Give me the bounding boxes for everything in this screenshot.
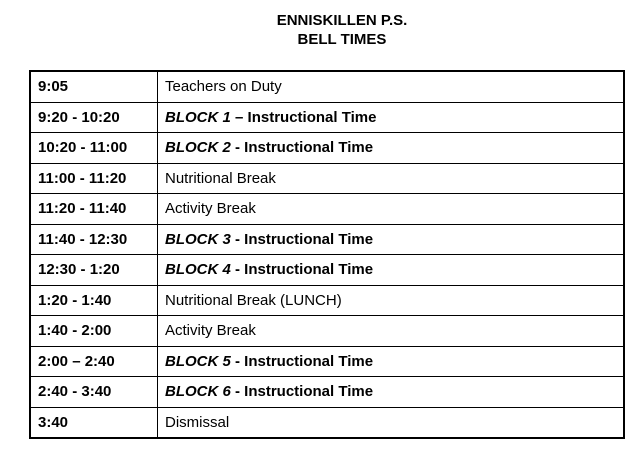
table-row (30, 285, 624, 316)
activity-cell (158, 71, 625, 102)
table-row (30, 346, 624, 377)
block-label: BLOCK 6 (165, 383, 231, 401)
activity-cell (158, 407, 625, 438)
block-label: BLOCK 1 (165, 108, 231, 126)
activity-label: Activity Break (165, 322, 256, 340)
table-row (30, 407, 624, 438)
activity-label: Dismissal (165, 413, 230, 431)
activity-cell (158, 285, 625, 316)
time-cell: 10:20 - 11:00 (30, 133, 158, 164)
time-cell: 1:20 - 1:40 (30, 285, 158, 316)
activity-label: – Instructional Time (230, 108, 377, 126)
table-row (30, 133, 624, 164)
activity-cell (158, 133, 625, 164)
activity-label: - Instructional Time (230, 261, 374, 279)
activity-label: Activity Break (165, 200, 256, 218)
time-cell: 11:00 - 11:20 (30, 163, 158, 194)
table-row (30, 71, 624, 102)
bell-times-table (29, 70, 625, 439)
time-cell: 2:40 - 3:40 (30, 377, 158, 408)
page-title: BELL TIMES (297, 31, 387, 48)
time-cell: 11:20 - 11:40 (30, 194, 158, 225)
school-name: ENNISKILLEN P.S. (276, 12, 408, 29)
time-cell: 2:00 – 2:40 (30, 346, 158, 377)
table-row (30, 316, 624, 347)
activity-cell (158, 255, 625, 286)
time-cell: 9:05 (30, 71, 158, 102)
time-cell: 9:20 - 10:20 (30, 102, 158, 133)
time-cell: 3:40 (30, 407, 158, 438)
activity-label: - Instructional Time (230, 383, 374, 401)
table-row (30, 163, 624, 194)
time-cell: 1:40 - 2:00 (30, 316, 158, 347)
activity-cell (158, 163, 625, 194)
activity-cell (158, 224, 625, 255)
activity-label: - Instructional Time (230, 352, 374, 370)
time-cell: 12:30 - 1:20 (30, 255, 158, 286)
table-row (30, 255, 624, 286)
bell-times-body (30, 71, 624, 438)
activity-label: Teachers on Duty (165, 78, 282, 96)
table-row (30, 224, 624, 255)
activity-cell (158, 194, 625, 225)
activity-label: Nutritional Break (LUNCH) (165, 291, 342, 309)
block-label: BLOCK 3 (165, 230, 231, 248)
block-label: BLOCK 5 (165, 352, 231, 370)
activity-cell (158, 316, 625, 347)
block-label: BLOCK 4 (165, 261, 231, 279)
activity-label: - Instructional Time (230, 139, 374, 157)
table-row (30, 102, 624, 133)
activity-label: - Instructional Time (230, 230, 374, 248)
table-row (30, 194, 624, 225)
block-label: BLOCK 2 (165, 139, 231, 157)
activity-cell (158, 346, 625, 377)
time-cell: 11:40 - 12:30 (30, 224, 158, 255)
activity-cell (158, 102, 625, 133)
activity-cell (158, 377, 625, 408)
table-row (30, 377, 624, 408)
activity-label: Nutritional Break (165, 169, 276, 187)
